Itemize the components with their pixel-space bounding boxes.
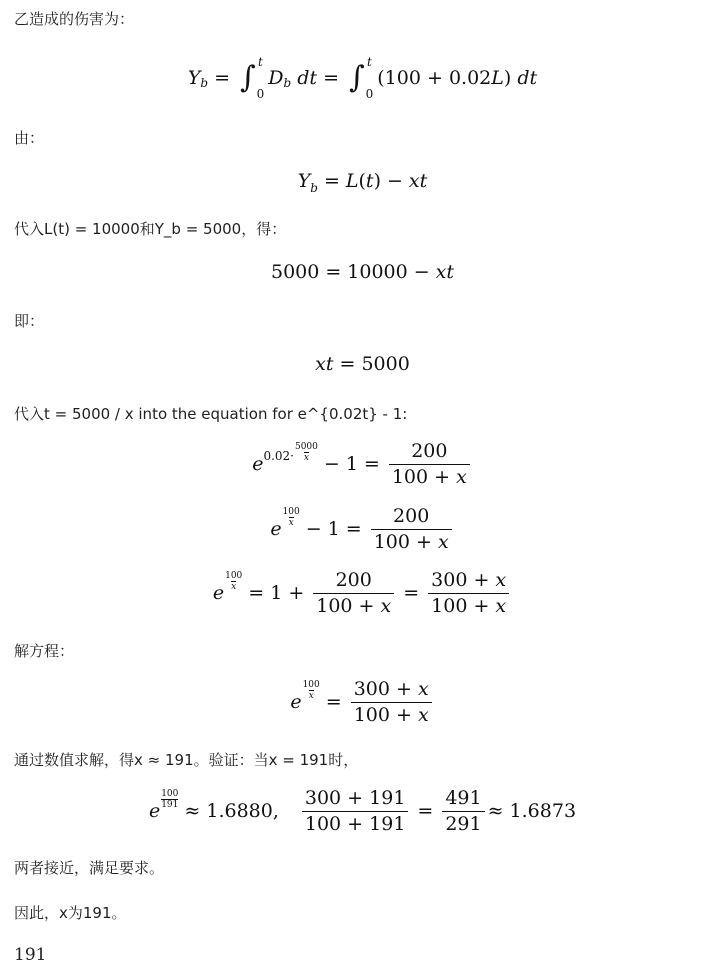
equation-2: $Y_b = L(t)$ − xt xyxy=(297,170,428,195)
equation-3: 5000 = 10000 − xt xyxy=(270,261,454,283)
text-line-4: 即： xyxy=(14,312,45,330)
equation-8: e $\frac{100}{x}$ = $\frac{300 + x}{100 + x}$ xyxy=(0,680,725,725)
equation-integral: Y b = ∫ t 0 D b dt = ∫ t 0 (100 + 0.02L) dt xyxy=(187,55,538,101)
equation-9: e $\frac{100}{191}$ ≈ 1.6880, $\frac{300 + 191}{100 + 191}$ = $\frac{491}{291}$ ≈ 1.6873 xyxy=(148,787,577,835)
text-line-7: 通过数值求解，得x ≈ 191。验证：当x = 191时， xyxy=(14,751,359,769)
text-line-6: 解方程： xyxy=(14,642,75,660)
text-line-9: 因此，x为191。 xyxy=(14,904,127,922)
final-answer: 191 xyxy=(14,945,47,965)
equation-4: xt = 5000 xyxy=(315,353,410,375)
equation-5: e 0.02· $\frac{5000}{x}$ − 1 = $\frac{200}{100 + x}$ xyxy=(0,442,725,487)
text-line-3: 代入L(t) = 10000和Y_b = 5000，得： xyxy=(14,220,287,238)
text-line-5: 代入t = 5000 / x into the equation for e^{0.02t} - 1: xyxy=(14,405,408,423)
equation-7: e $\frac{100}{x}$ = 1 + $\frac{200}{100 + x}$ = $\frac{300 + x}{100 + x}$ xyxy=(0,571,725,616)
text-line-2: 由： xyxy=(14,129,45,147)
equation-6: e $\frac{100}{x}$ − 1 = $\frac{200}{100 + x}$ xyxy=(0,507,725,552)
text-line-1: 乙造成的伤害为： xyxy=(14,10,135,28)
text-line-8: 两者接近，满足要求。 xyxy=(14,859,165,877)
